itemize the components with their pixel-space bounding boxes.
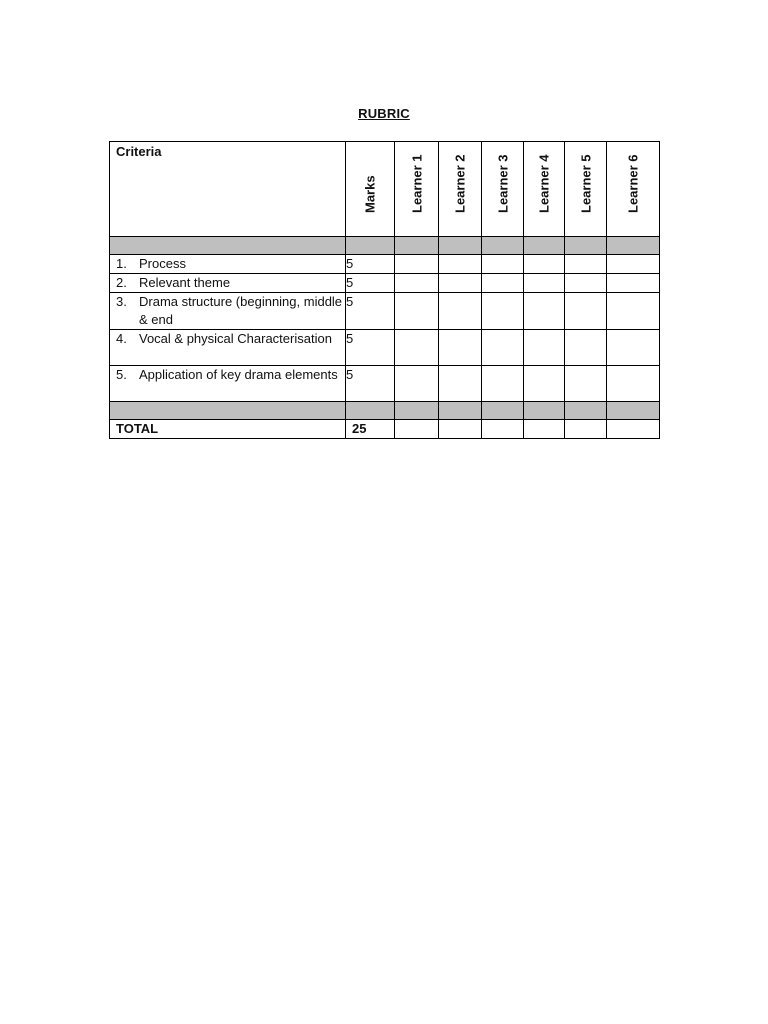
criterion-marks: 5 — [346, 366, 395, 402]
criterion-row — [110, 366, 660, 402]
criterion-row — [110, 293, 660, 330]
learner-1-score-cell[interactable] — [395, 293, 439, 330]
criterion-text: Vocal & physical Characterisation — [139, 331, 332, 346]
learner-2-header-label: Learner 2 — [452, 154, 468, 213]
criterion-text: Process — [139, 256, 186, 271]
learner-6-score-cell[interactable] — [607, 274, 660, 293]
total-label: TOTAL — [116, 421, 159, 436]
learner-1-header — [395, 142, 439, 237]
learner-6-score-cell[interactable] — [607, 255, 660, 274]
total-label-cell — [110, 420, 346, 439]
criterion-number: 3. — [116, 294, 127, 309]
learner-5-score-cell[interactable] — [565, 366, 607, 402]
learner-2-header — [439, 142, 482, 237]
criterion-number: 5. — [116, 367, 127, 382]
marks-header — [346, 142, 395, 237]
rubric-table — [109, 141, 660, 439]
criterion-number: 2. — [116, 275, 127, 290]
learner-4-score-cell[interactable] — [524, 366, 565, 402]
shaded-separator-row — [110, 237, 660, 255]
learner-2-score-cell[interactable] — [439, 255, 482, 274]
learner-4-total-cell[interactable] — [524, 420, 565, 439]
learner-2-score-cell[interactable] — [439, 366, 482, 402]
shaded-separator-row — [110, 402, 660, 420]
learner-5-header-label: Learner 5 — [578, 154, 593, 213]
learner-5-score-cell[interactable] — [565, 293, 607, 330]
criterion-text: Application of key drama elements — [139, 367, 338, 382]
criteria-header-label: Criteria — [116, 144, 162, 159]
criterion-cell — [110, 366, 346, 402]
total-marks: 25 — [352, 421, 367, 436]
criterion-row — [110, 255, 660, 274]
criterion-marks: 5 — [346, 255, 395, 274]
learner-5-score-cell[interactable] — [565, 274, 607, 293]
learner-3-score-cell[interactable] — [482, 255, 524, 274]
learner-6-header-label: Learner 6 — [625, 154, 641, 213]
learner-3-score-cell[interactable] — [482, 274, 524, 293]
learner-6-score-cell[interactable] — [607, 293, 660, 330]
criterion-cell — [110, 293, 346, 330]
criterion-cell — [110, 255, 346, 274]
criterion-marks: 5 — [346, 330, 395, 366]
learner-3-score-cell[interactable] — [482, 330, 524, 366]
criterion-cell — [110, 330, 346, 366]
learner-1-header-label: Learner 1 — [409, 154, 424, 213]
learner-1-total-cell[interactable] — [395, 420, 439, 439]
total-marks-cell — [346, 420, 395, 439]
learner-4-header — [524, 142, 565, 237]
learner-6-score-cell[interactable] — [607, 366, 660, 402]
criterion-text: Drama structure (beginning, middle & end — [139, 294, 343, 327]
learner-1-score-cell[interactable] — [395, 274, 439, 293]
learner-3-header-label: Learner 3 — [495, 154, 510, 213]
learner-5-score-cell[interactable] — [565, 330, 607, 366]
criterion-number: 1. — [116, 256, 127, 271]
learner-5-header — [565, 142, 607, 237]
learner-4-score-cell[interactable] — [524, 330, 565, 366]
learner-3-score-cell[interactable] — [482, 293, 524, 330]
page-title: RUBRIC — [358, 106, 410, 121]
criteria-header — [110, 142, 346, 237]
learner-1-score-cell[interactable] — [395, 255, 439, 274]
learner-6-score-cell[interactable] — [607, 330, 660, 366]
learner-1-score-cell[interactable] — [395, 366, 439, 402]
learner-2-score-cell[interactable] — [439, 274, 482, 293]
learner-3-total-cell[interactable] — [482, 420, 524, 439]
learner-4-score-cell[interactable] — [524, 255, 565, 274]
learner-6-header — [607, 142, 660, 237]
learner-2-total-cell[interactable] — [439, 420, 482, 439]
learner-2-score-cell[interactable] — [439, 330, 482, 366]
learner-3-score-cell[interactable] — [482, 366, 524, 402]
learner-6-total-cell[interactable] — [607, 420, 660, 439]
learner-4-score-cell[interactable] — [524, 293, 565, 330]
criterion-number: 4. — [116, 331, 127, 346]
criterion-row — [110, 330, 660, 366]
criterion-marks: 5 — [346, 274, 395, 293]
learner-3-header — [482, 142, 524, 237]
marks-header-label: Marks — [362, 175, 378, 213]
learner-4-score-cell[interactable] — [524, 274, 565, 293]
criterion-row — [110, 274, 660, 293]
learner-2-score-cell[interactable] — [439, 293, 482, 330]
learner-5-total-cell[interactable] — [565, 420, 607, 439]
table-header-row — [110, 142, 660, 237]
learner-5-score-cell[interactable] — [565, 255, 607, 274]
criterion-text: Relevant theme — [139, 275, 231, 290]
learner-1-score-cell[interactable] — [395, 330, 439, 366]
learner-4-header-label: Learner 4 — [536, 154, 552, 213]
criterion-cell — [110, 274, 346, 293]
total-row — [110, 420, 660, 439]
criterion-marks: 5 — [346, 293, 395, 330]
